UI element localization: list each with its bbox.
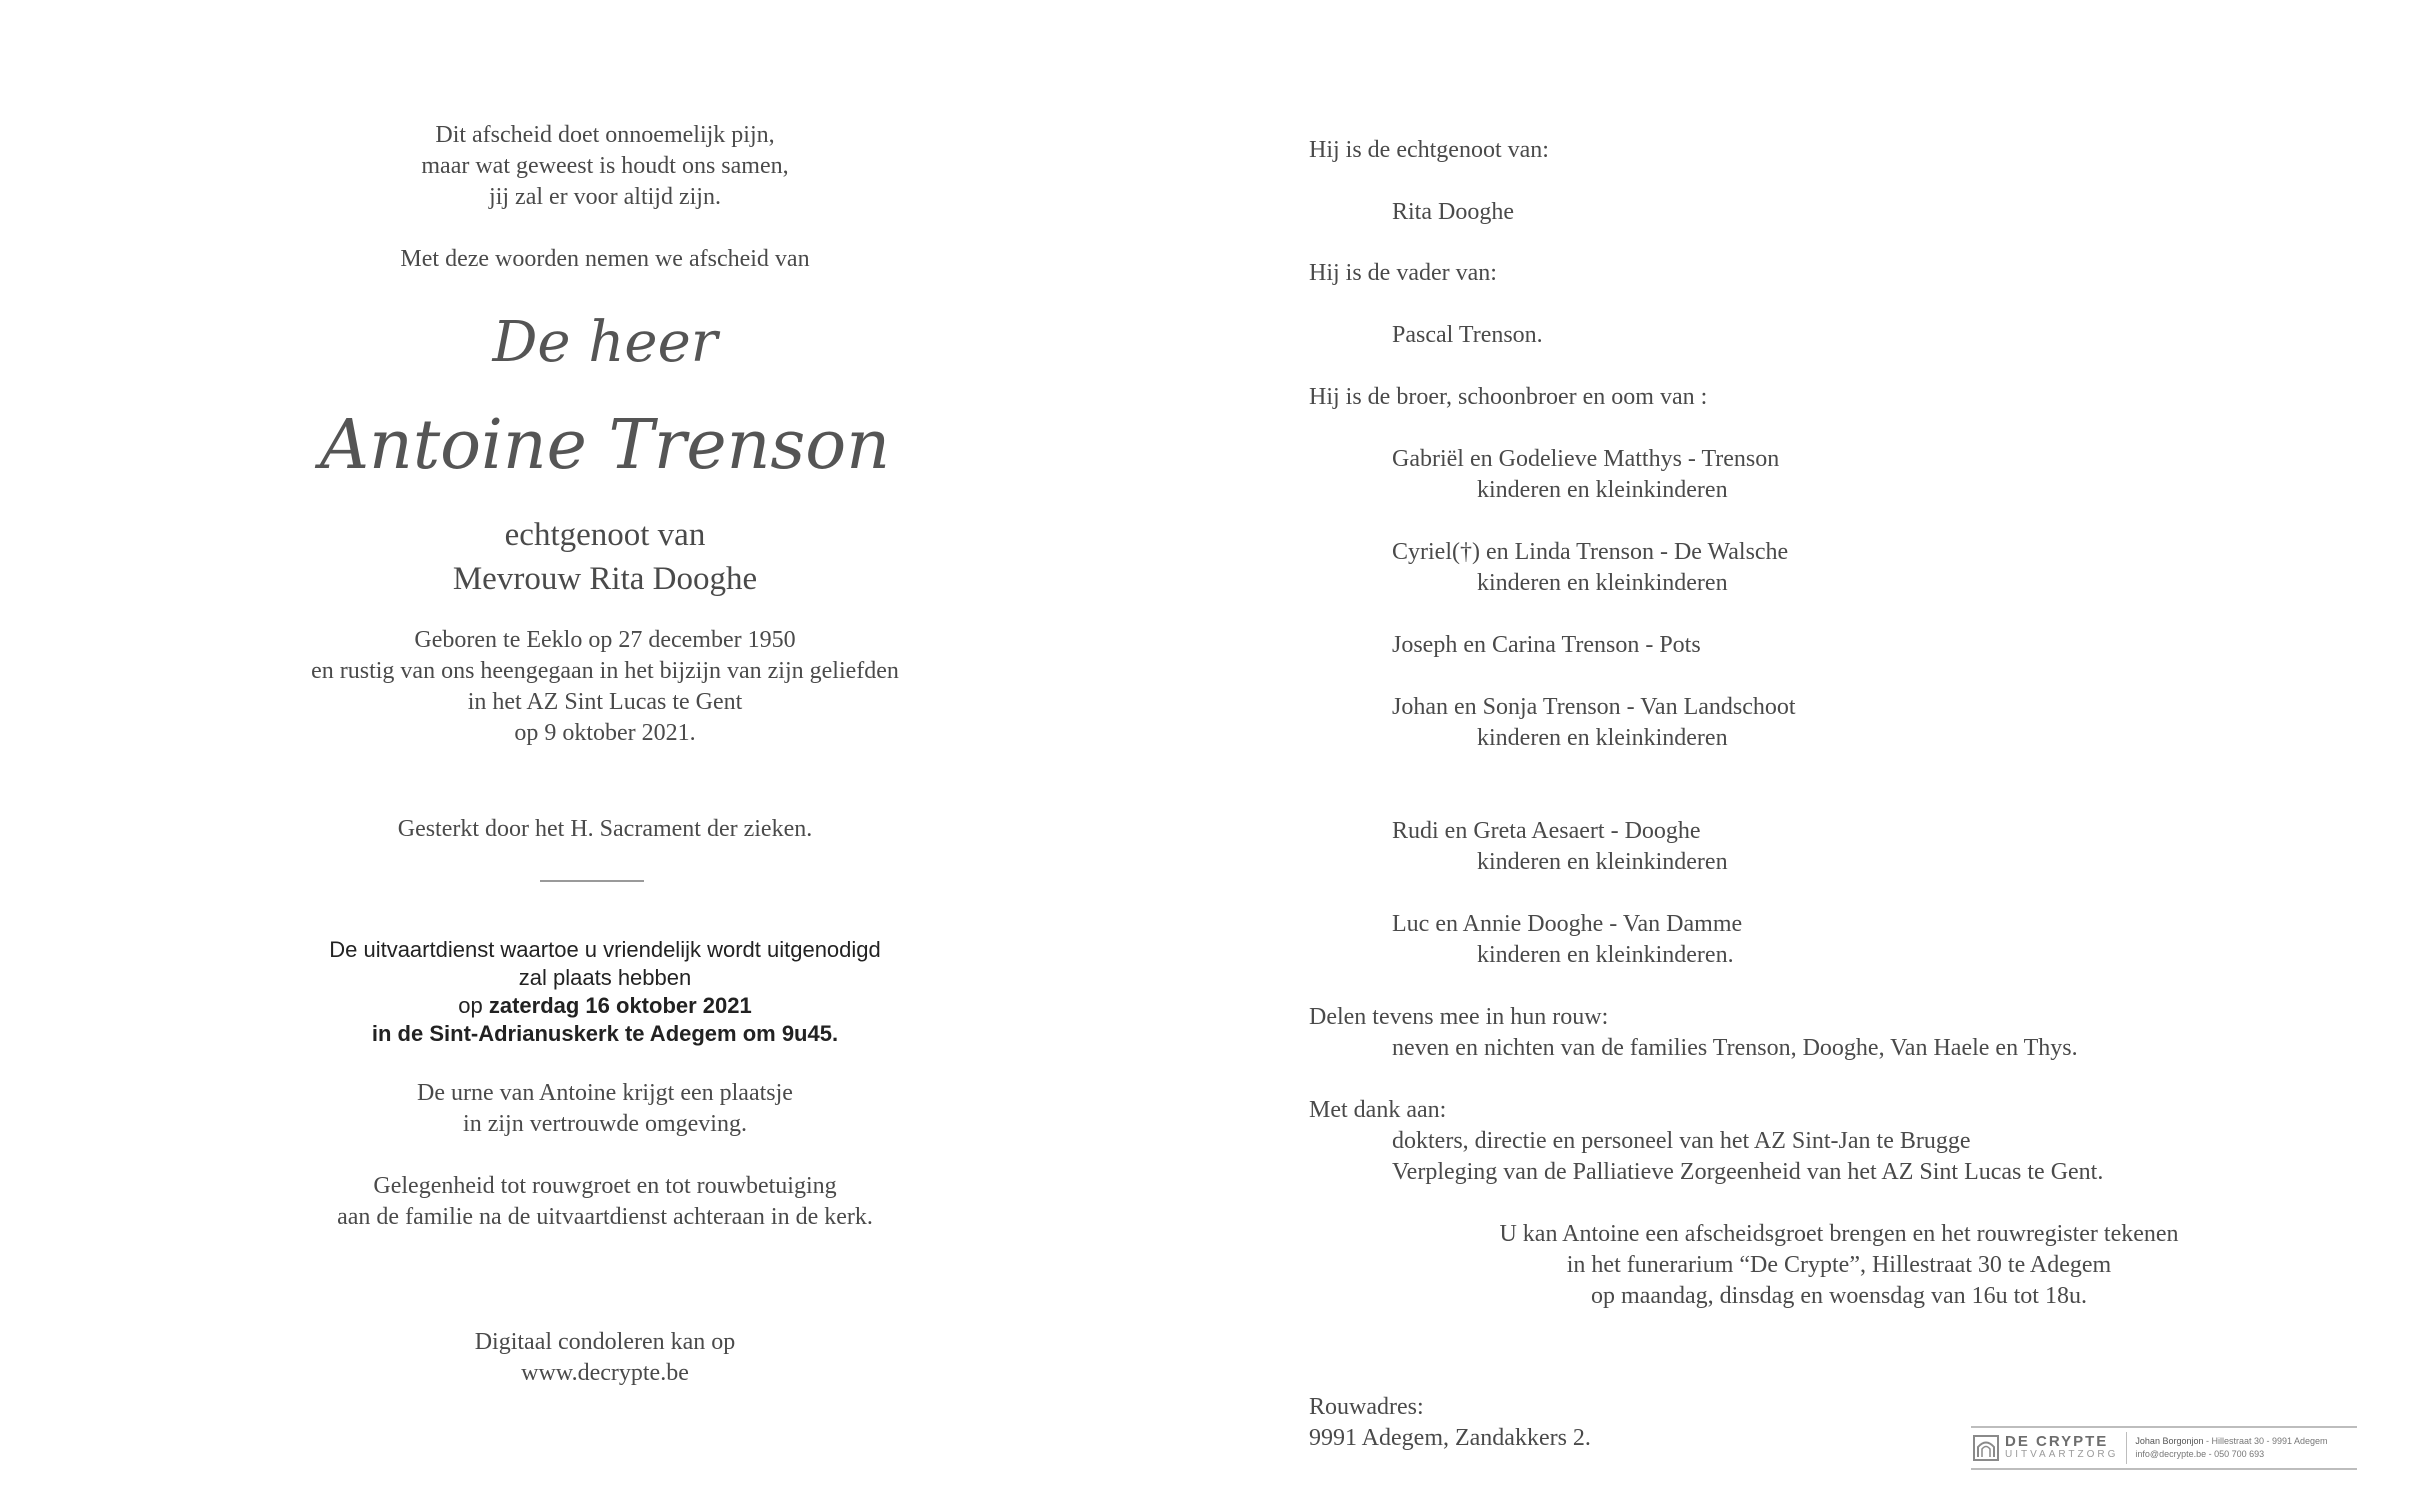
family-sub: kinderen en kleinkinderen [1477, 477, 1728, 503]
birth-line: in het AZ Sint Lucas te Gent [467, 689, 743, 715]
family-name: Luc en Annie Dooghe - Van Damme [1392, 911, 1743, 937]
thanks-line: dokters, directie en personeel van het AZ Sint-Jan te Brugge [1392, 1128, 1971, 1154]
logo-contact-name: Johan Borgonjon [2135, 1436, 2204, 1446]
family-sub: kinderen en kleinkinderen [1477, 725, 1728, 751]
birth-line: en rustig van ons heengegaan in het bijzijn van zijn geliefden [311, 658, 899, 684]
logo-brand [2005, 1435, 2118, 1461]
title-honorific: De heer [492, 310, 718, 375]
sacrament-text: Gesterkt door het H. Sacrament der zieken. [397, 816, 813, 842]
logo-separator [2126, 1432, 2127, 1464]
logo-contact-line2: info@decrypte.be - 050 700 693 [2135, 1449, 2265, 1459]
birth-line: op 9 oktober 2021. [514, 720, 696, 746]
family-sub: kinderen en kleinkinderen. [1477, 942, 1734, 968]
address-text: 9991 Adegem, Zandakkers 2. [1309, 1425, 1591, 1451]
poem-line: jij zal er voor altijd zijn. [489, 184, 721, 210]
digital-line: Digitaal condoleren kan op [474, 1329, 736, 1355]
logo-contact-address: - Hillestraat 30 - 9991 Adegem [2203, 1436, 2328, 1446]
family-name: Johan en Sonja Trenson - Van Landschoot [1392, 694, 1796, 720]
visit-line: U kan Antoine een afscheidsgroet brengen en het rouwregister tekenen [1499, 1221, 2179, 1247]
visit-line: op maandag, dinsdag en woensdag van 16u tot 18u. [1591, 1283, 2087, 1309]
condolence-line: Gelegenheid tot rouwgroet en tot rouwbetuiging [373, 1173, 837, 1199]
logo-brand-sub: UITVAARTZORG [2005, 1449, 2119, 1460]
spouse-info [195, 513, 1015, 601]
intro-text: Met deze woorden nemen we afscheid van [400, 246, 810, 272]
divider [540, 880, 644, 882]
family-sub: kinderen en kleinkinderen [1477, 570, 1728, 596]
condolence-info [195, 1171, 1015, 1233]
logo-contact [2135, 1435, 2327, 1461]
service-line [195, 992, 1015, 1020]
urn-line: De urne van Antoine krijgt een plaatsje [417, 1080, 793, 1106]
family-name: Gabriël en Godelieve Matthys - Trenson [1392, 446, 1780, 472]
family-name: Cyriel(†) en Linda Trenson - De Walsche [1392, 539, 1789, 565]
service-location: in de Sint-Adrianuskerk te Adegem om 9u45. [371, 1021, 839, 1046]
service-line: De uitvaartdienst waartoe u vriendelijk wordt uitgenodigd [329, 937, 881, 962]
address-heading: Rouwadres: [1309, 1394, 1424, 1420]
urn-info [195, 1078, 1015, 1140]
spouse-name: Rita Dooghe [1392, 199, 1514, 225]
spouse-line: echtgenoot van [504, 517, 706, 553]
child-name: Pascal Trenson. [1392, 322, 1543, 348]
urn-line: in zijn vertrouwde omgeving. [463, 1111, 747, 1137]
poem [195, 120, 1015, 213]
spouse-line: Mevrouw Rita Dooghe [452, 561, 758, 597]
birth-line: Geboren te Eeklo op 27 december 1950 [414, 627, 796, 653]
thanks-line: Verpleging van de Palliatieve Zorgeenheid van het AZ Sint Lucas te Gent. [1392, 1159, 2104, 1185]
deceased-name: Antoine Trenson [319, 406, 891, 485]
also-text: neven en nichten van de families Trenson, Dooghe, Van Haele en Thys. [1392, 1035, 2078, 1061]
service-line: zal plaats hebben [518, 965, 692, 990]
birth-info [195, 625, 1015, 749]
poem-line: maar wat geweest is houdt ons samen, [421, 153, 789, 179]
digital-condolence [195, 1327, 1015, 1389]
also-heading: Delen tevens mee in hun rouw: [1309, 1004, 1609, 1030]
thanks-heading: Met dank aan: [1309, 1097, 1447, 1123]
poem-line: Dit afscheid doet onnoemelijk pijn, [435, 122, 775, 148]
father-heading: Hij is de vader van: [1309, 260, 1497, 286]
sibling-heading: Hij is de broer, schoonbroer en oom van : [1309, 384, 1708, 410]
funeral-home-logo [1971, 1426, 2357, 1470]
spouse-heading: Hij is de echtgenoot van: [1309, 137, 1549, 163]
service-date: zaterdag 16 oktober 2021 [488, 993, 752, 1018]
family-name: Rudi en Greta Aesaert - Dooghe [1392, 818, 1701, 844]
visit-line: in het funerarium “De Crypte”, Hillestraat 30 te Adegem [1566, 1252, 2112, 1278]
condolence-line: aan de familie na de uitvaartdienst achteraan in de kerk. [337, 1204, 873, 1230]
logo-brand-name: DE CRYPTE [2005, 1433, 2109, 1450]
family-sub: kinderen en kleinkinderen [1477, 849, 1728, 875]
service-date-prefix: op [458, 993, 489, 1018]
family-name: Joseph en Carina Trenson - Pots [1392, 632, 1701, 658]
crypte-logo-icon [1973, 1435, 1999, 1461]
service-info [195, 936, 1015, 1048]
website-link[interactable]: www.decrypte.be [521, 1360, 689, 1386]
